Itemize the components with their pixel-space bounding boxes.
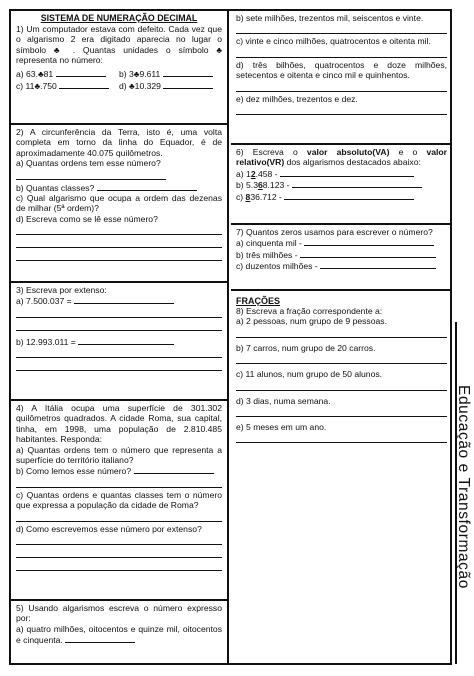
q6-c: c) 836.712 - [236,191,282,202]
answer-line[interactable] [16,307,222,318]
side-text: Educação e Transformação [455,385,472,589]
answer-line[interactable] [134,465,214,474]
answer-line[interactable] [304,237,434,246]
answer-line[interactable] [163,80,213,89]
answer-line[interactable] [16,360,222,371]
answer-line[interactable] [65,634,135,643]
q1-item-b: b) 3♣9.611 [119,68,161,79]
q8-d: d) 3 dias, numa semana. [236,395,331,406]
answer-line[interactable] [236,353,447,364]
q4-a: a) Quantas ordens tem o número que representa a superfície do território italiano? [16,444,222,466]
answer-line[interactable] [16,320,222,331]
q4-b: b) Como lemos esse número? [16,466,132,477]
worksheet [9,9,452,665]
q8-b: b) 7 carros, num grupo de 20 carros. [236,342,376,353]
answer-line[interactable] [16,477,222,488]
q5-a: a) quatro milhões, oitocentos e quinze mil, oitocentos e cinquenta. [16,623,222,646]
fractions-box [231,291,452,665]
q3-b: b) 12.993.011 = [16,336,76,347]
question-6-box [231,145,452,225]
answer-line[interactable] [292,179,422,188]
q2-b: b) Quantas classes? [16,182,95,193]
answer-line[interactable] [16,250,222,261]
q8-c: c) 11 alunos, num grupo de 50 alunos. [236,369,383,380]
answer-line[interactable] [74,295,174,304]
q5-c: c) vinte e cinco milhões, quatrocentos e oitenta mil. [236,36,431,47]
question-4-box [11,401,227,601]
answer-line[interactable] [56,68,106,77]
answer-line[interactable] [16,169,166,180]
answer-line[interactable] [16,560,222,571]
answer-line[interactable] [16,224,222,235]
q7-text: 7) Quantos zeros usamos para escrever o número? [236,227,433,237]
q2-d: d) Escreva como se lê esse número? [16,213,158,224]
answer-line[interactable] [236,47,447,58]
q7-b: b) três milhões - [236,249,298,260]
answer-line[interactable] [16,547,222,558]
q4-text: 4) A Itália ocupa uma superfície de 301.302 quilômetros quadrados. A cidade Roma, sua capital, tinha, em 1998, uma população de 2.810.485 habitantes. Responda: [16,403,222,445]
q2-a: a) Quantas ordens tem esse número? [16,158,161,169]
answer-line[interactable] [320,260,436,269]
q6-text: 6) Escreva o valor absoluto(VA) e o valor relativo(VR) dos algarismos destacados abaixo: [236,147,448,168]
answer-line[interactable] [16,237,222,248]
q2-text: 2) A circunferência da Terra, isto é, uma volta completa em torno da linha do Equador, é de aproximadamente 40.075 quilômetros. [16,127,222,158]
answer-line[interactable] [236,81,447,92]
q8-text: 8) Escreva a fração correspondente a: [236,306,383,316]
q1-item-d: d) ♣10.329 [119,80,161,91]
q2-c: c) Qual algarismo que ocupa a ordem das dezenas de milhar (5ª ordem)? [16,193,222,214]
q1-item-c: c) 11♣.750 [16,80,57,91]
answer-line[interactable] [97,182,197,191]
q3-a: a) 7.500.037 = [16,296,72,307]
q5-e: e) dez milhões, trezentos e dez. [236,93,358,104]
q4-d: d) Como escrevemos esse número por extenso? [16,523,202,534]
question-3-box [11,283,227,401]
question-2-box [11,125,227,283]
question-1-box [11,11,227,125]
answer-line[interactable] [163,68,213,77]
q1-text: 1) Um computador estava com defeito. Cada vez que o algarismo 2 era digitado aparecia no lugar o símbolo ♣ . Quantas unidades o símbolo ♣ representa no número: [16,24,222,66]
q4-c: c) Quantas ordens e quantas classes tem o número que expressa a população da cidade de Roma? [16,489,222,511]
fractions-heading: FRAÇÕES [236,296,281,306]
answer-line[interactable] [236,432,447,443]
worksheet-title: SISTEMA DE NUMERAÇÃO DECIMAL [40,13,198,23]
answer-line[interactable] [284,191,414,200]
q7-a: a) cinquenta mil - [236,238,302,249]
question-5-box [11,601,227,665]
right-column [231,11,452,663]
q5-b: b) sete milhões, trezentos mil, seiscentos e vinte. [236,13,424,23]
answer-line[interactable] [236,380,447,391]
answer-line[interactable] [236,327,447,338]
answer-line[interactable] [59,80,109,89]
answer-line[interactable] [236,104,447,115]
q8-e: e) 5 meses em um ano. [236,422,327,433]
answer-line[interactable] [16,511,222,522]
left-column [11,11,229,663]
side-label [452,310,474,664]
question-5-continued-box [231,11,452,145]
answer-line[interactable] [78,336,174,345]
q3-text: 3) Escreva por extenso: [16,285,107,295]
answer-line[interactable] [236,23,447,34]
answer-line[interactable] [236,406,447,417]
answer-line[interactable] [300,249,436,258]
q6-a: a) 12.458 - [236,168,278,179]
q5-d: d) três bilhões, quatrocentos e doze milhões, setecentos e oitenta e cinco mil e quinhentos. [236,59,447,81]
answer-line[interactable] [16,347,222,358]
answer-line[interactable] [16,534,222,545]
q8-a: a) 2 pessoas, num grupo de 9 pessoas. [236,316,387,327]
q5-text: 5) Usando algarismos escreva o número expresso por: [16,603,222,624]
question-7-box [231,225,452,291]
answer-line[interactable] [280,168,414,177]
q7-c: c) duzentos milhões - [236,261,318,272]
q6-b: b) 5.368.123 - [236,180,290,191]
q1-item-a: a) 63.♣81 [16,68,54,79]
